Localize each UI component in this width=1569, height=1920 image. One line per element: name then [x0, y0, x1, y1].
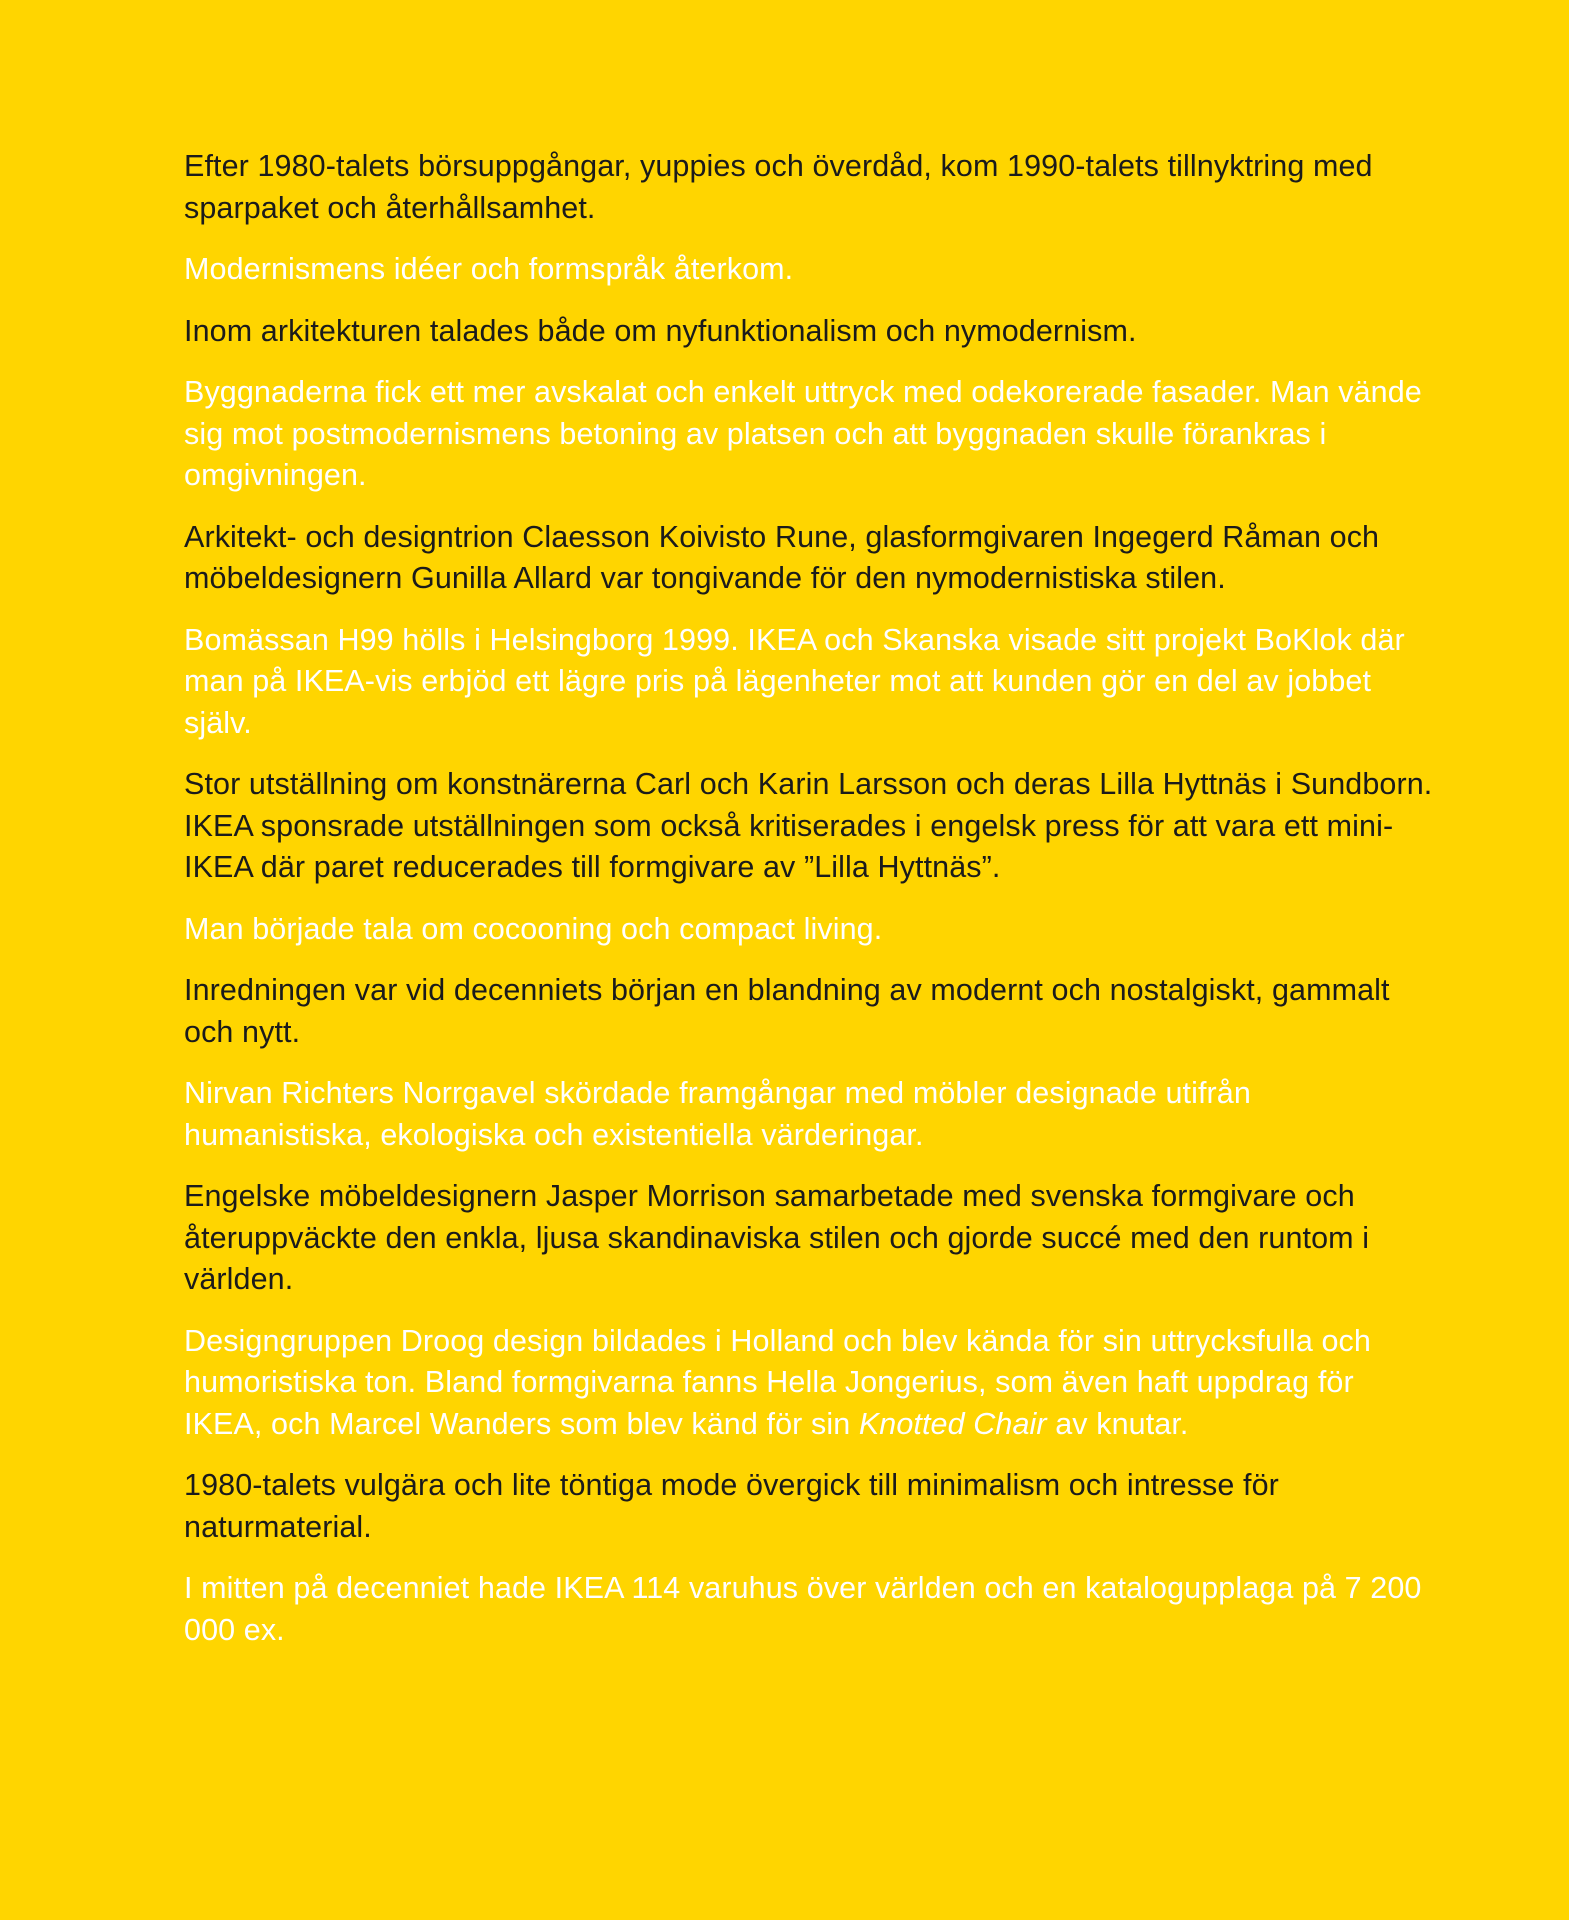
paragraph-cocooning: Man började tala om cocooning och compact living. — [184, 911, 883, 946]
knotted-chair-title: Knotted Chair — [858, 1406, 1047, 1441]
paragraph-modernism-returns: Modernismens idéer och formspråk återkom. — [184, 252, 794, 286]
paragraph-larsson-exhibition: Stor utställning om konstnärerna Carl och Karin Larsson och deras Lilla Hyttnäs i Sundborn. IKEA sponsrade utställningen som också kritiserades i engelsk press för att vara ett mini-IKEA där paret reducerades till formgivare av ”Lilla Hyttnäs”. — [184, 767, 1433, 884]
paragraph-interior: Inredningen var vid decenniets början en blandning av modernt och nostalgiskt, gammalt och nytt. — [184, 973, 1390, 1049]
paragraph-jasper-morrison: Engelske möbeldesignern Jasper Morrison samarbetade med svenska formgivare och återuppväckte den enkla, ljusa skandinaviska stilen och gjorde succé med den runtom i världen. — [184, 1179, 1370, 1296]
paragraph-ikea-stores: I mitten på decenniet hade IKEA 114 varuhus över världen och en katalogupplaga på 7 200 000 ex. — [184, 1571, 1422, 1647]
droog-text-before: Designgruppen Droog design bildades i Holland och blev kända för sin uttrycksfulla och humoristiska ton. Bland formgivarna fanns Hella Jongerius, som även haft uppdrag för IKEA, och Marcel Wanders som blev känd för sin — [184, 1323, 1371, 1441]
paragraph-1990s-sobering: Efter 1980-talets börsuppgångar, yuppies och överdåd, kom 1990-talets tillnyktring med sparpaket och återhållsamhet. — [184, 149, 1373, 225]
paragraph-architecture: Inom arkitekturen talades både om nyfunktionalism och nymodernism. — [184, 313, 1137, 348]
paragraph-norrgavel: Nirvan Richters Norrgavel skördade framgångar med möbler designade utifrån humanistiska, ekologiska och existentiella värderingar. — [184, 1076, 1251, 1152]
droog-text-after: av knutar. — [1046, 1406, 1189, 1441]
paragraph-designers: Arkitekt- och designtrion Claesson Koivisto Rune, glasformgivaren Ingegerd Råman och möbeldesignern Gunilla Allard var tongivande för den nymodernistiska stilen. — [184, 519, 1380, 595]
paragraph-minimalism: 1980-talets vulgära och lite töntiga mode övergick till minimalism och intresse för naturmaterial. — [184, 1468, 1279, 1544]
paragraph-bomassan-h99: Bomässan H99 hölls i Helsingborg 1999. IKEA och Skanska visade sitt projekt BoKlok där man på IKEA-vis erbjöd ett lägre pris på lägenheter mot att kunden gör en del av jobbet själv. — [184, 622, 1405, 740]
paragraph-buildings: Byggnaderna fick ett mer avskalat och enkelt uttryck med odekorerade fasader. Man vände sig mot postmodernismens betoning av platsen och att byggnaden skulle förankras i omgivningen. — [184, 375, 1422, 492]
paragraph-droog-design — [184, 1321, 1434, 1446]
text-column — [184, 146, 1434, 1671]
